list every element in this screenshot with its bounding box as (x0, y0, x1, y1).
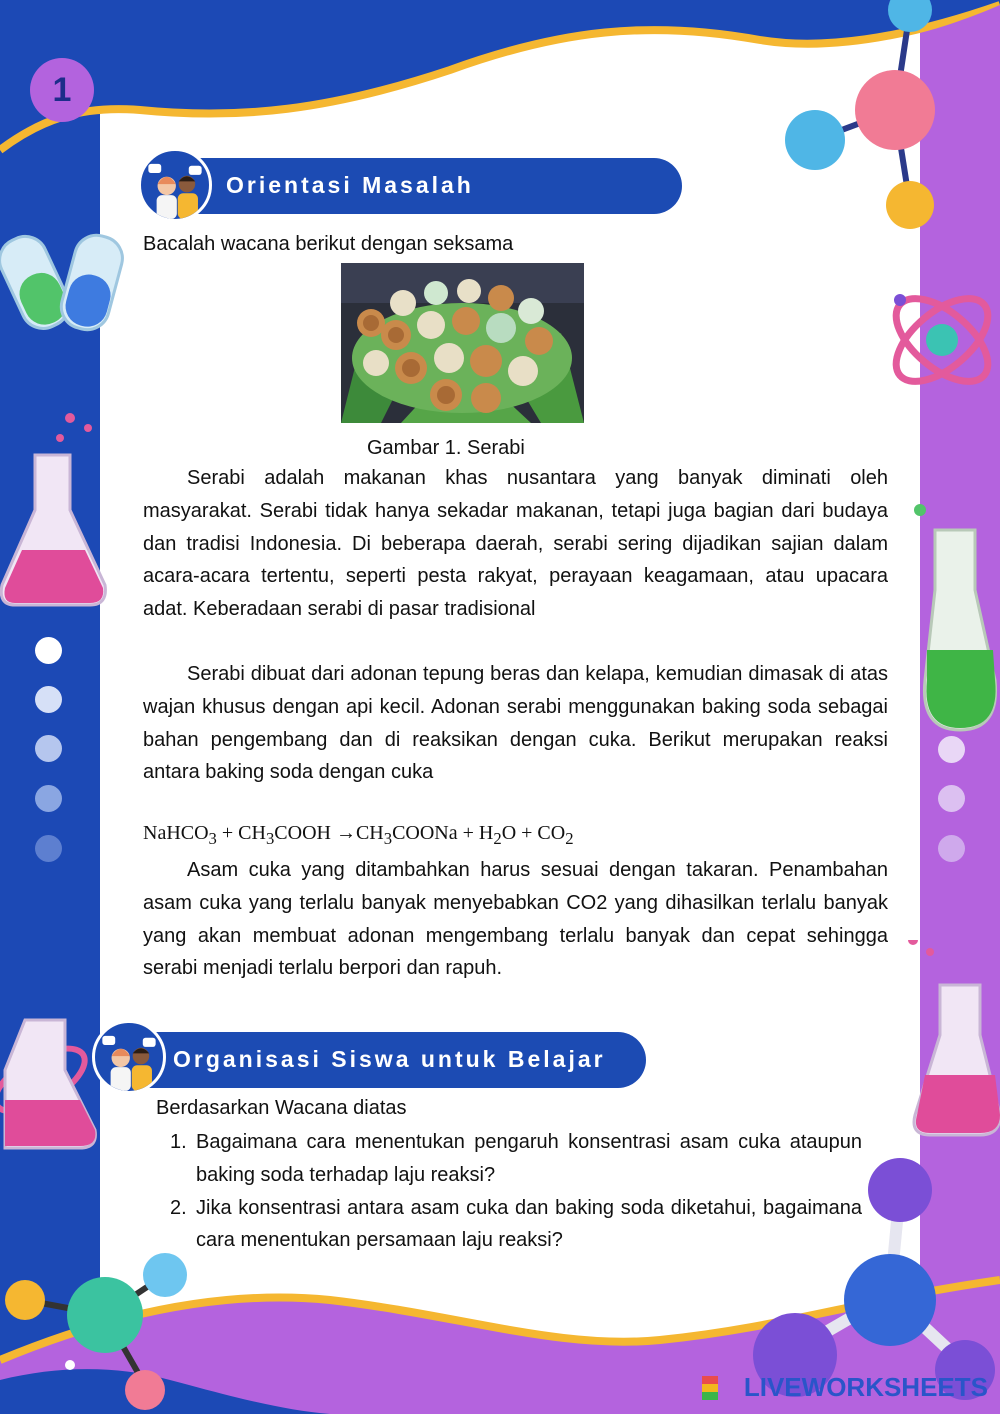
nav-dot (35, 735, 62, 762)
liveworksheets-logo-icon (702, 1376, 718, 1400)
paragraph-3 (143, 854, 888, 985)
question-number: 2. (170, 1196, 187, 1219)
molecule-bottom-left-icon (0, 1245, 200, 1414)
flask-left-bottom-icon (0, 1000, 110, 1150)
question-number: 1. (170, 1131, 187, 1153)
page-number: 1 (30, 58, 94, 122)
nav-dot (35, 835, 62, 862)
section-header-orientasi (146, 158, 682, 214)
test-tubes-icon (0, 205, 140, 345)
nav-dot (938, 785, 965, 812)
molecule-top-right-icon (770, 0, 1000, 240)
chemical-equation: NaHCO$_3$ + $CH_3COOH$ $\to CH_3COONa + H_2O + CO_2$ (143, 822, 574, 848)
question-text: Bagaimana cara menentukan pengaruh konsentrasi asam cuka ataupun baking soda terhadap laju reaksi? (196, 1131, 862, 1186)
serabi-photo (341, 263, 584, 423)
students-avatar-icon (92, 1020, 166, 1094)
flask-right-pink-icon (905, 940, 1000, 1140)
question-list (170, 1126, 862, 1257)
section-title: Orientasi Masalah (226, 172, 474, 198)
nav-dot (35, 785, 62, 812)
students-avatar-icon (138, 148, 212, 222)
section-intro-text: Berdasarkan Wacana diatas (156, 1097, 407, 1119)
nav-dot (938, 736, 965, 763)
flask-right-green-icon (905, 500, 1000, 740)
paragraph-text: Serabi adalah makanan khas nusantara yang banyak diminati oleh masyarakat. Serabi tidak hanya sekadar makanan, tetapi juga bagian dari budaya dan tradisi Indonesia. Di beberapa daerah, serabi sering dijadikan sajian dalam acara-acara tertentu, seperti pesta rakyat, perayaan keagamaan, atau upacara adat. Keberadaan serabi di pasar tradisional (143, 467, 888, 621)
nav-dot (938, 835, 965, 862)
flask-left-icon (0, 400, 115, 615)
question-text: Jika konsentrasi antara asam cuka dan baking soda diketahui, bagaimana cara menentukan persamaan laju reaksi? (196, 1196, 862, 1252)
paragraph-2 (143, 658, 888, 789)
reaction-arrow: → (335, 822, 356, 844)
paragraph-1 (143, 462, 888, 626)
section-header-organisasi (110, 1032, 646, 1088)
brand-watermark: LIVEWORKSHEETS (743, 1372, 988, 1402)
list-item (170, 1126, 862, 1192)
nav-dot (35, 686, 62, 713)
section-title: Organisasi Siswa untuk Belajar (173, 1046, 606, 1072)
nav-dot (35, 637, 62, 664)
instruction-text: Bacalah wacana berikut dengan seksama (143, 233, 514, 255)
paragraph-text: Serabi dibuat dari adonan tepung beras dan kelapa, kemudian dimasak di atas wajan khusus dengan api kecil. Adonan serabi menggunakan baking soda sebagai bahan pengembang dan di reaksikan dengan cuka. Berikut merupakan reaksi antara baking soda dengan cuka (143, 663, 888, 784)
figure-caption: Gambar 1. Serabi (367, 437, 525, 459)
atom-icon (880, 270, 1000, 410)
paragraph-text: Asam cuka yang ditambahkan harus sesuai dengan takaran. Penambahan asam cuka yang terlalu banyak menyebabkan CO2 yang dihasilkan terlalu banyak yang akan membuat adonan mengembang terlalu banyak dan cepat sehingga serabi menjadi terlalu berpori dan rapuh. (143, 859, 888, 980)
list-item (170, 1192, 862, 1258)
